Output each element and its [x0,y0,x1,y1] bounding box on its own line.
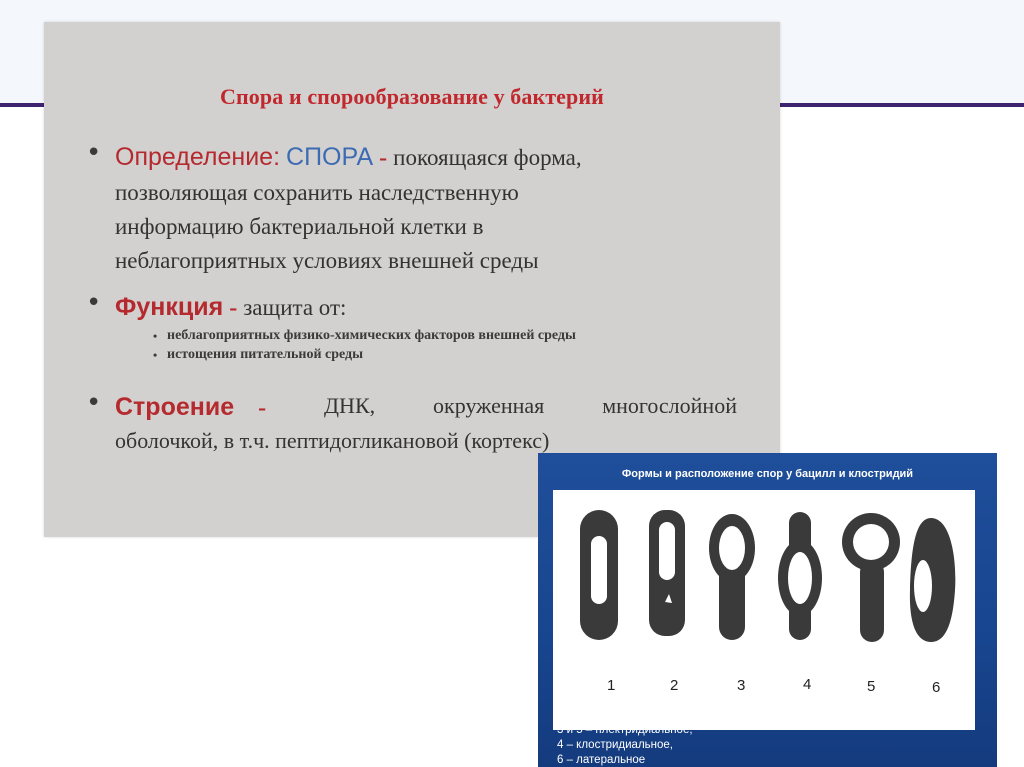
spore-shape-5 [842,513,900,642]
figure-legend [557,693,977,767]
function-text: защита от: [243,295,347,320]
spore-shape-6 [910,518,955,642]
definition-section [86,140,746,278]
legend-item: 4 – клостридиальное, [557,739,673,751]
definition-lead: покоящаяся форма, [393,145,582,170]
list-item: • неблагоприятных физико-химических факторов внешней среды [167,328,727,344]
legend-item: 3 и 5 – плектридиальное, [557,724,693,736]
structure-word: окруженная [433,393,545,418]
list-item: • истощения питательной среды [167,347,727,363]
spore-shape-1 [580,510,618,640]
definition-dash: - [379,145,388,171]
spore-forms-figure [538,453,997,767]
structure-word: ДНК, [324,393,376,418]
definition-line: информацию бактериальной клетки в [115,213,484,239]
definition-line: позволяющая сохранить наследственную [115,179,519,205]
spora-term: СПОРА [286,143,374,171]
figure-number: 2 [670,677,679,694]
slide-title: Спора и спорообразование у бактерий [220,84,604,109]
figure-number: 3 [737,677,746,694]
spore-shape-2 [649,510,685,636]
legend-item: 2 – бациллярное терминальное, [557,709,731,721]
legend-item: 6 – латеральное [557,754,646,766]
definition-line: неблагоприятных условиях внешней среды [115,247,539,273]
function-dash: - [229,295,238,321]
function-section [86,290,746,366]
function-label: Функция [115,293,224,321]
structure-section [86,390,746,456]
definition-label: Определение: [115,143,281,171]
structure-word: многослойной [602,393,737,418]
figure-number: 1 [607,677,616,694]
structure-dash: - [258,395,267,421]
structure-line2: оболочкой, в т.ч. пептидогликановой (кортекс) [115,427,550,453]
bullet: • [86,138,102,168]
figure-number: 5 [867,678,876,695]
figure-number: 4 [803,676,812,693]
spore-shape-4 [778,512,822,640]
figure-number: 6 [932,679,941,696]
figure-title: Формы и расположение спор у бацилл и клостридий [621,468,914,480]
spore-shape-3 [709,514,755,640]
structure-label: Строение [115,393,235,421]
bullet: • [86,288,102,318]
function-list [115,328,746,363]
legend-item: 1– бациллярное центральное, [557,694,720,706]
bullet: • [86,388,102,418]
